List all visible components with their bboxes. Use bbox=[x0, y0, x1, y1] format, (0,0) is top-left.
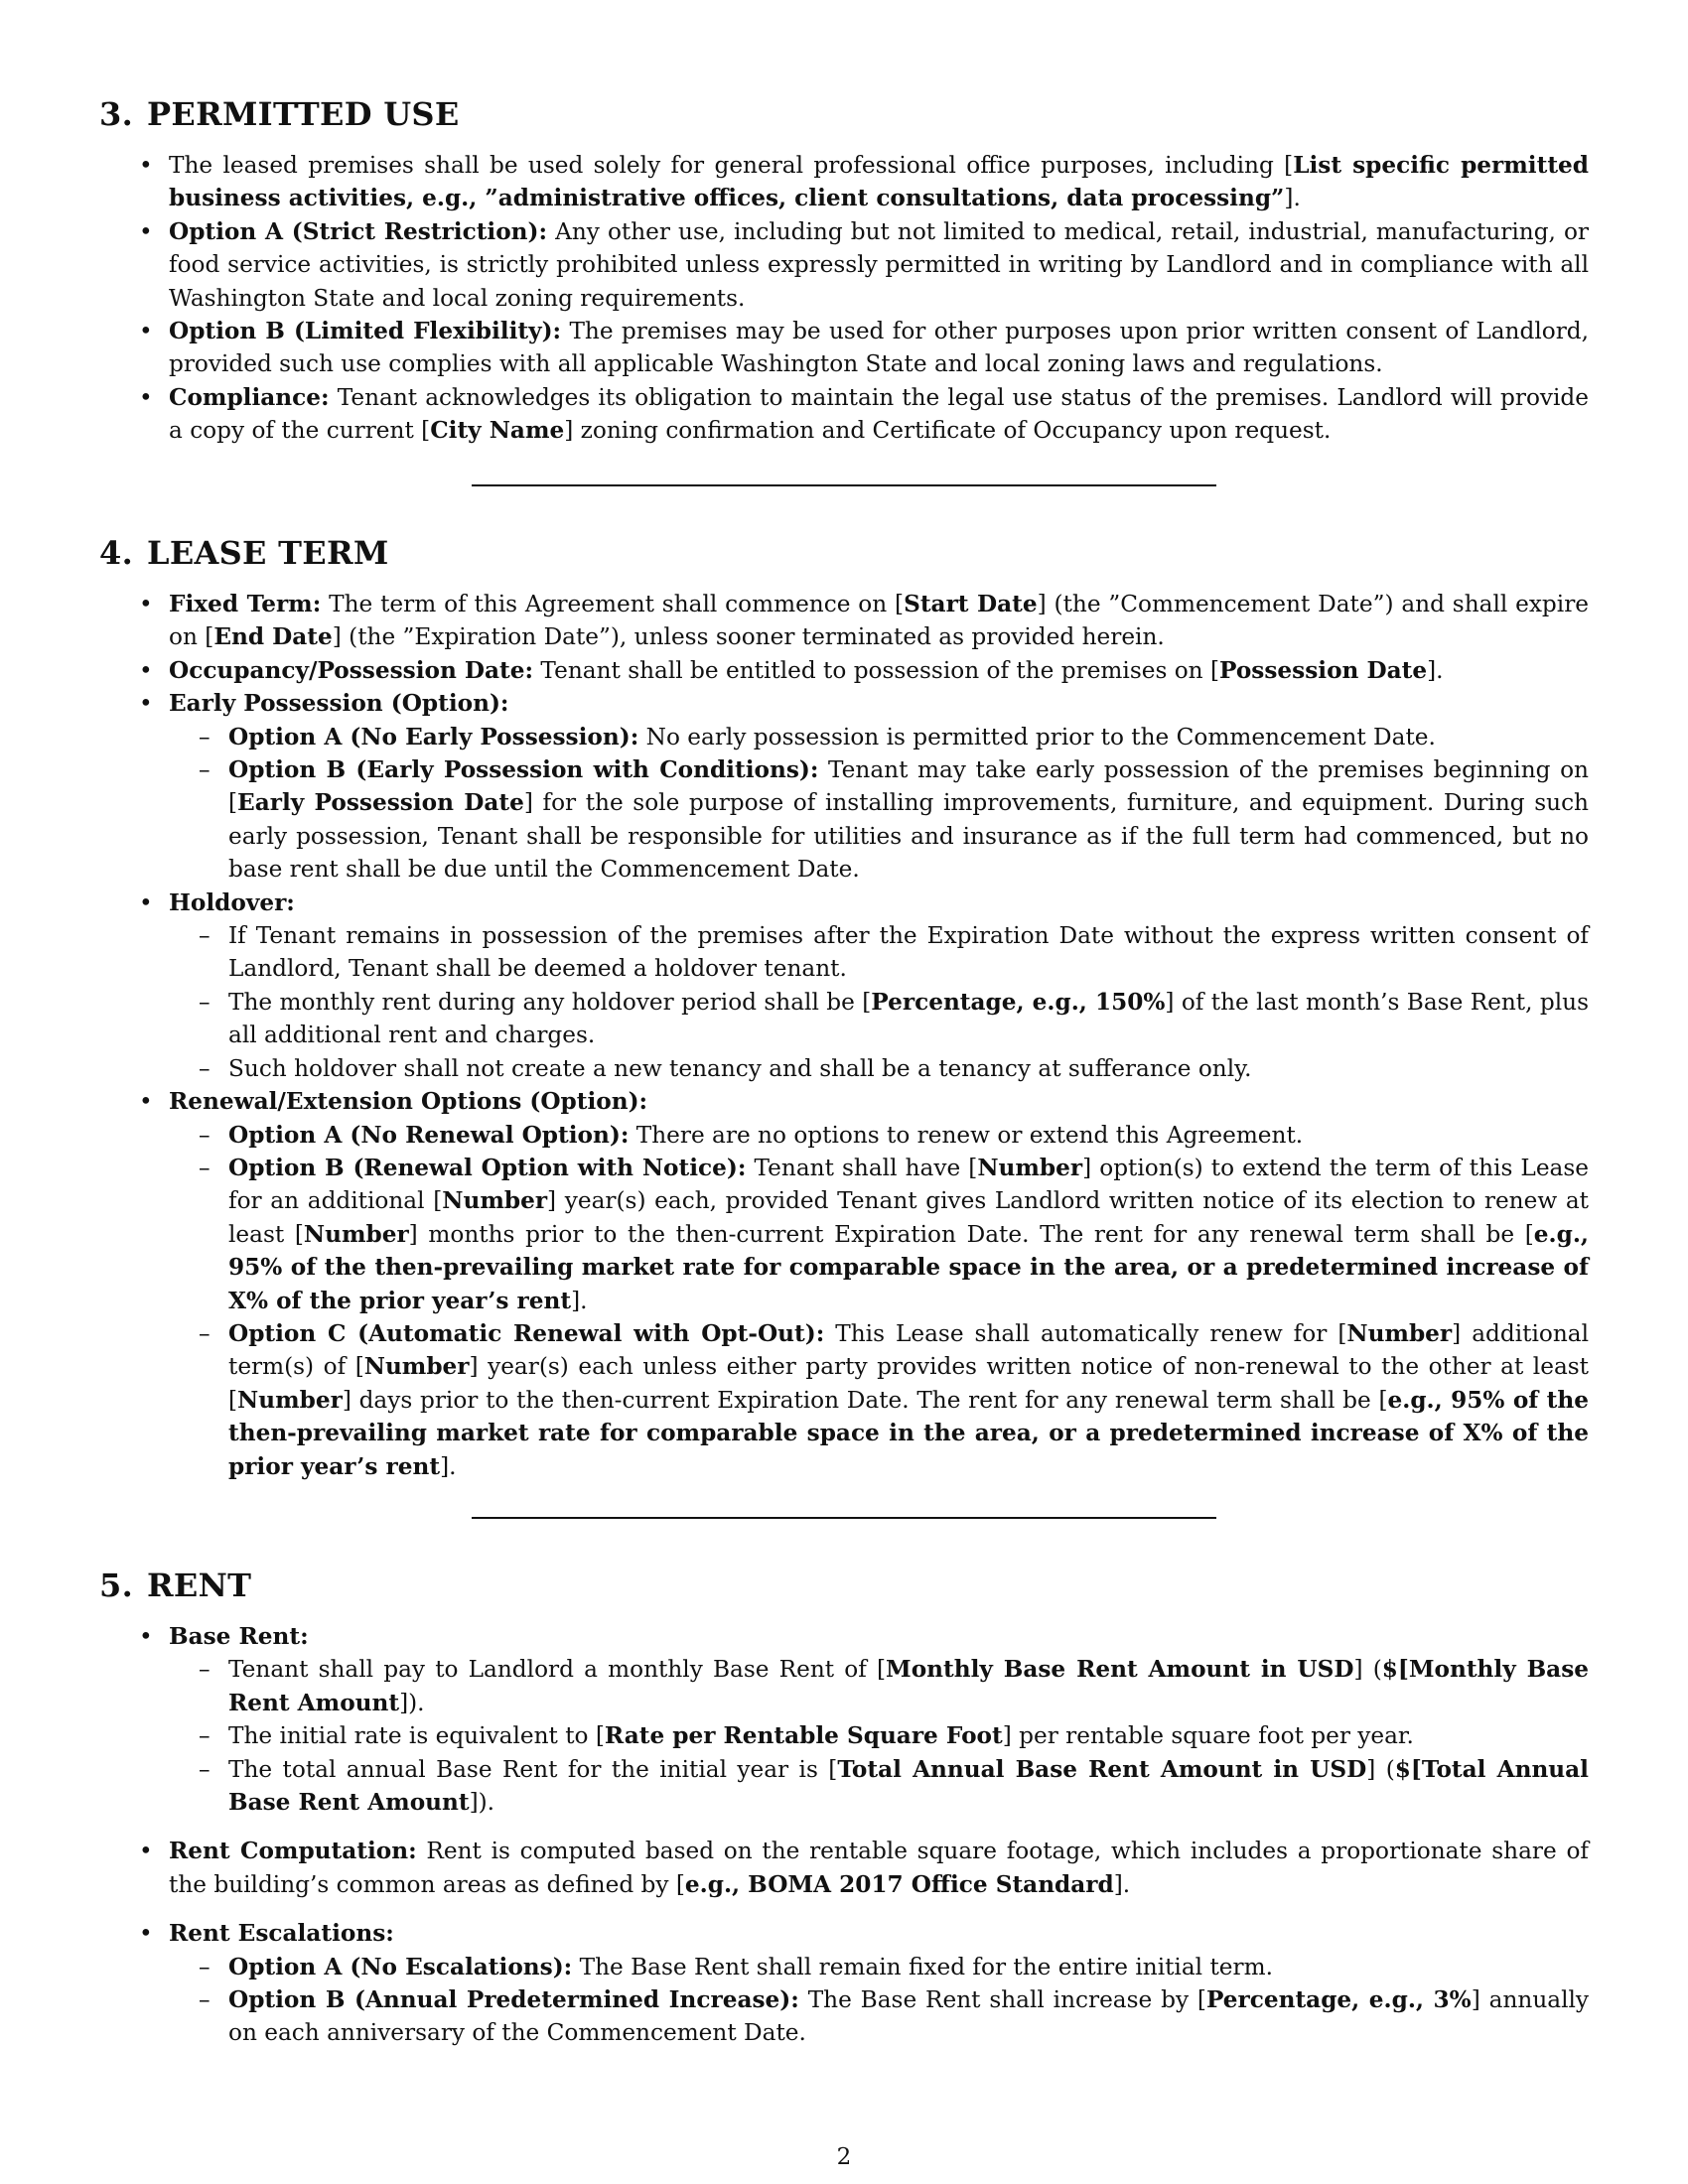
sub-list-item: – The total annual Base Rent for the initial year is [Total Annual Base Rent Amount in USD] ($[Total Annual Base Rent Amount]). bbox=[139, 1753, 1589, 1820]
section-number: 3. bbox=[99, 95, 134, 133]
section-body-lease-term bbox=[139, 588, 1589, 1483]
list-item: • The leased premises shall be used solely for general professional office purposes, including [List specific permitted business activities, e.g., ”administrative offices, client consultations, data processing”]. bbox=[139, 149, 1589, 215]
section-divider bbox=[472, 484, 1216, 486]
sub-list-item: – Option A (No Early Possession): No early possession is permitted prior to the Commencement Date. bbox=[139, 721, 1589, 753]
sub-list-item: – Option C (Automatic Renewal with Opt-Out): This Lease shall automatically renew for [Number] additional term(s) of [Number] year(s) each unless either party provides written notice of non-renewal to the other at least [Number] days prior to the then-current Expiration Date. The rent for any renewal term shall be [e.g., 95% of the then-prevailing market rate for comparable space in the area, or a predetermined increase of X% of the prior year’s rent]. bbox=[139, 1317, 1589, 1483]
section-number: 4. bbox=[99, 534, 134, 572]
section-title: RENT bbox=[147, 1567, 252, 1604]
sub-list-item: – Option A (No Escalations): The Base Rent shall remain fixed for the entire initial term. bbox=[139, 1951, 1589, 1983]
section-body-permitted-use bbox=[139, 149, 1589, 448]
list-item: • Rent Computation: Rent is computed based on the rentable square footage, which includes a proportionate share of the building’s common areas as defined by [e.g., BOMA 2017 Office Standard]. bbox=[139, 1835, 1589, 1901]
list-item: • Fixed Term: The term of this Agreement shall commence on [Start Date] (the ”Commencement Date”) and shall expire on [End Date] (the ”Expiration Date”), unless sooner terminated as provided herein. bbox=[139, 588, 1589, 654]
sub-list-item: – Tenant shall pay to Landlord a monthly Base Rent of [Monthly Base Rent Amount in USD] ($[Monthly Base Rent Amount]). bbox=[139, 1653, 1589, 1719]
section-number: 5. bbox=[99, 1567, 134, 1604]
page-number: 2 bbox=[836, 2144, 852, 2170]
section-divider bbox=[472, 1517, 1216, 1519]
list-item: • Option A (Strict Restriction): Any other use, including but not limited to medical, retail, industrial, manufacturing, or food service activities, is strictly prohibited unless expressly permitted in writing by Landlord and in compliance with all Washington State and local zoning requirements. bbox=[139, 215, 1589, 315]
sub-list-item: – Option A (No Renewal Option): There are no options to renew or extend this Agreement. bbox=[139, 1119, 1589, 1152]
list-item: • Occupancy/Possession Date: Tenant shall be entitled to possession of the premises on [Possession Date]. bbox=[139, 654, 1589, 687]
sub-list-item: – Such holdover shall not create a new tenancy and shall be a tenancy at sufferance only. bbox=[139, 1052, 1589, 1085]
section-title: LEASE TERM bbox=[147, 534, 389, 572]
list-item: • Early Possession (Option): – Option A (No Early Possession): No early possession is permitted prior to the Commencement Date. – Option B (Early Possession with Conditions): Tenant may take early possession of the premises beginning on [Early Possession Date] for the sole purpose of installing improvements, furniture, and equipment. During such early possession, Tenant shall be responsible for utilities and insurance as if the full term had commenced, but no base rent shall be due until the Commencement Date. bbox=[139, 687, 1589, 886]
list-item: • Compliance: Tenant acknowledges its obligation to maintain the legal use status of the premises. Landlord will provide a copy of the current [City Name] zoning confirmation and Certificate of Occupancy upon request. bbox=[139, 381, 1589, 448]
section-body-rent bbox=[139, 1620, 1589, 2050]
section-heading-rent bbox=[99, 1567, 251, 1604]
list-item: • Renewal/Extension Options (Option): – Option A (No Renewal Option): There are no options to renew or extend this Agreement. – Option B (Renewal Option with Notice): Tenant shall have [Number] option(s) to extend the term of this Lease for an additional [Number] year(s) each, provided Tenant gives Landlord written notice of its election to renew at least [Number] months prior to the then-current Expiration Date. The rent for any renewal term shall be [e.g., 95% of the then-prevailing market rate for comparable space in the area, or a predetermined increase of X% of the prior year’s rent]. – Option C (Automatic Renewal with Opt-Out): This Lease shall automatically renew for [Number] additional term(s) of [Number] year(s) each unless either party provides written notice of non-renewal to the other at least [Number] days prior to the then-current Expiration Date. The rent for any renewal term shall be [e.g., 95% of the then-prevailing market rate for comparable space in the area, or a predetermined increase of X% of the prior year’s rent]. bbox=[139, 1085, 1589, 1483]
sub-list-item: – The initial rate is equivalent to [Rate per Rentable Square Foot] per rentable square foot per year. bbox=[139, 1719, 1589, 1752]
sub-list-item: – Option B (Early Possession with Conditions): Tenant may take early possession of the premises beginning on [Early Possession Date] for the sole purpose of installing improvements, furniture, and equipment. During such early possession, Tenant shall be responsible for utilities and insurance as if the full term had commenced, but no base rent shall be due until the Commencement Date. bbox=[139, 753, 1589, 887]
section-heading-lease-term bbox=[99, 534, 389, 572]
section-title: PERMITTED USE bbox=[147, 95, 460, 133]
section-heading-permitted-use bbox=[99, 95, 460, 133]
sub-list-item: – Option B (Renewal Option with Notice): Tenant shall have [Number] option(s) to extend the term of this Lease for an additional [Number] year(s) each, provided Tenant gives Landlord written notice of its election to renew at least [Number] months prior to the then-current Expiration Date. The rent for any renewal term shall be [e.g., 95% of the then-prevailing market rate for comparable space in the area, or a predetermined increase of X% of the prior year’s rent]. bbox=[139, 1152, 1589, 1317]
sub-list-item: – Option B (Annual Predetermined Increase): The Base Rent shall increase by [Percentage, e.g., 3%] annually on each anniversary of the Commencement Date. bbox=[139, 1983, 1589, 2050]
sub-list-item: – The monthly rent during any holdover period shall be [Percentage, e.g., 150%] of the last month’s Base Rent, plus all additional rent and charges. bbox=[139, 986, 1589, 1052]
list-item: • Holdover: – If Tenant remains in possession of the premises after the Expiration Date without the express written consent of Landlord, Tenant shall be deemed a holdover tenant. – The monthly rent during any holdover period shall be [Percentage, e.g., 150%] of the last month’s Base Rent, plus all additional rent and charges. – Such holdover shall not create a new tenancy and shall be a tenancy at sufferance only. bbox=[139, 887, 1589, 1085]
list-item: • Rent Escalations: – Option A (No Escalations): The Base Rent shall remain fixed for the entire initial term. – Option B (Annual Predetermined Increase): The Base Rent shall increase by [Percentage, e.g., 3%] annually on each anniversary of the Commencement Date. bbox=[139, 1917, 1589, 2050]
list-item: • Option B (Limited Flexibility): The premises may be used for other purposes upon prior written consent of Landlord, provided such use complies with all applicable Washington State and local zoning laws and regulations. bbox=[139, 315, 1589, 381]
sub-list-item: – If Tenant remains in possession of the premises after the Expiration Date without the express written consent of Landlord, Tenant shall be deemed a holdover tenant. bbox=[139, 919, 1589, 986]
list-item: • Base Rent: – Tenant shall pay to Landlord a monthly Base Rent of [Monthly Base Rent Amount in USD] ($[Monthly Base Rent Amount]). – The initial rate is equivalent to [Rate per Rentable Square Foot] per rentable square foot per year. – The total annual Base Rent for the initial year is [Total Annual Base Rent Amount in USD] ($[Total Annual Base Rent Amount]). bbox=[139, 1620, 1589, 1819]
